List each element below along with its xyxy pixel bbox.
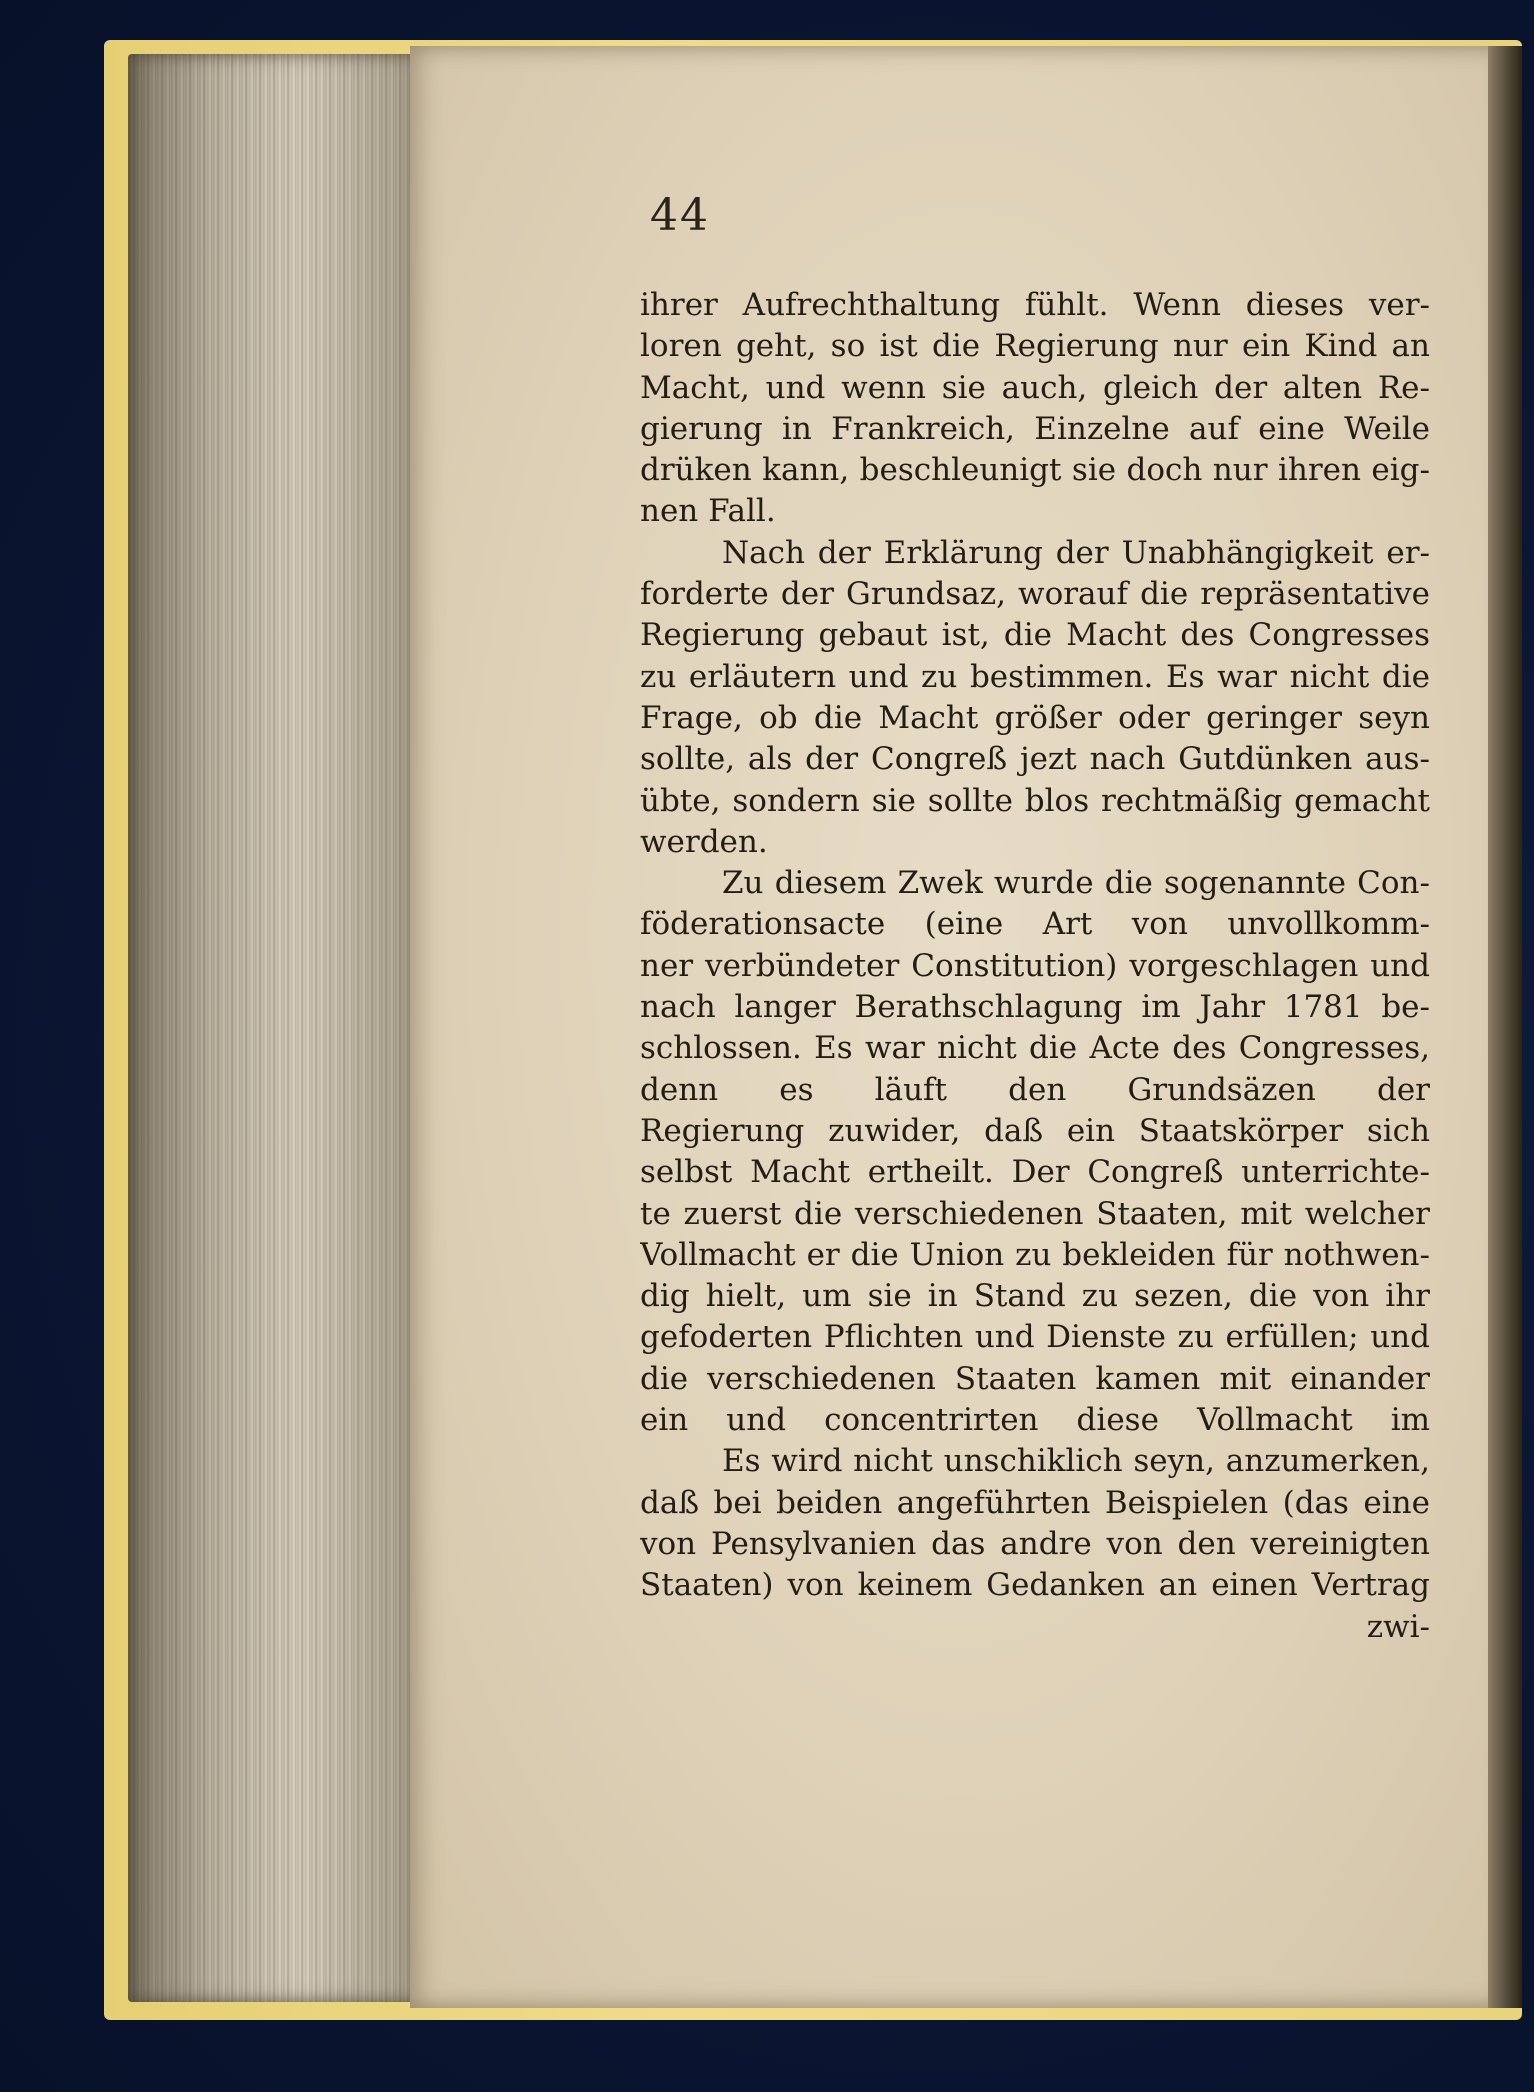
text-line: nach langer Berathschlagung im Jahr 1781 be- — [640, 989, 1430, 1026]
text-line: die verschiedenen Staaten kamen mit einander — [640, 1360, 1430, 1397]
text-line: daß bei beiden angeführten Beispielen (das eine — [640, 1484, 1430, 1521]
text-line: denn es läuft den Grundsäzen der — [640, 1071, 1430, 1108]
book-gutter — [1488, 46, 1522, 2008]
text-line: Zu diesem Zwek wurde die sogenannte Con- — [722, 865, 1430, 902]
text-line: übte, sondern sie sollte blos rechtmäßig gemacht — [640, 782, 1430, 819]
text-line: Regierung zuwider, daß ein Staatskörper sich — [640, 1112, 1430, 1149]
text-line: werden. — [640, 823, 768, 860]
text-line: Es wird nicht unschiklich seyn, anzumerken, — [722, 1443, 1430, 1480]
text-line: gefoderten Pflichten und Dienste zu erfüllen; und — [640, 1319, 1430, 1356]
text-line: ihrer Aufrechthaltung fühlt. Wenn dieses ver- — [640, 287, 1430, 323]
page-number: 44 — [650, 190, 710, 241]
text-line: te zuerst die verschiedenen Staaten, mit welcher — [640, 1195, 1430, 1232]
text-line: gierung in Frankreich, Einzelne auf eine Weile — [640, 410, 1430, 447]
page-text — [640, 285, 1430, 1648]
text-line: forderte der Grundsaz, worauf die repräsentative — [640, 576, 1430, 613]
text-line: selbst Macht ertheilt. Der Congreß unterrichte- — [640, 1154, 1430, 1191]
text-line: Nach der Erklärung der Unabhängigkeit er- — [722, 534, 1430, 571]
text-line: zu erläutern und zu bestimmen. Es war nicht die — [640, 658, 1430, 695]
text-line: von Pensylvanien das andre von den vereinigten — [640, 1525, 1430, 1562]
text-line: Staaten) von keinem Gedanken an einen Vertrag — [640, 1567, 1430, 1604]
text-line: Macht, und wenn sie auch, gleich der alten Re- — [640, 369, 1430, 406]
text-line: dig hielt, um sie in Stand zu sezen, die von ihr — [640, 1278, 1430, 1315]
page-edges-shade — [128, 54, 418, 2002]
text-line: nen Fall. — [640, 493, 776, 530]
text-line: ner verbündeter Constitution) vorgeschlagen und — [640, 947, 1430, 984]
text-line: drüken kann, beschleunigt sie doch nur ihren eig- — [640, 452, 1430, 489]
text-line: zwi- — [1366, 1608, 1430, 1645]
text-line: ein und concentrirten diese Vollmacht im — [640, 1402, 1430, 1439]
text-line: loren geht, so ist die Regierung nur ein Kind an — [640, 328, 1430, 365]
text-line: Vollmacht er die Union zu bekleiden für nothwen- — [640, 1236, 1430, 1273]
text-line: sollte, als der Congreß jezt nach Gutdünken aus- — [640, 741, 1430, 778]
text-line: schlossen. Es war nicht die Acte des Congresses, — [640, 1030, 1430, 1067]
text-line: Regierung gebaut ist, die Macht des Congresses — [640, 617, 1430, 654]
text-line: Frage, ob die Macht größer oder geringer seyn — [640, 699, 1430, 736]
text-line: föderationsacte (eine Art von unvollkomm- — [640, 906, 1430, 943]
